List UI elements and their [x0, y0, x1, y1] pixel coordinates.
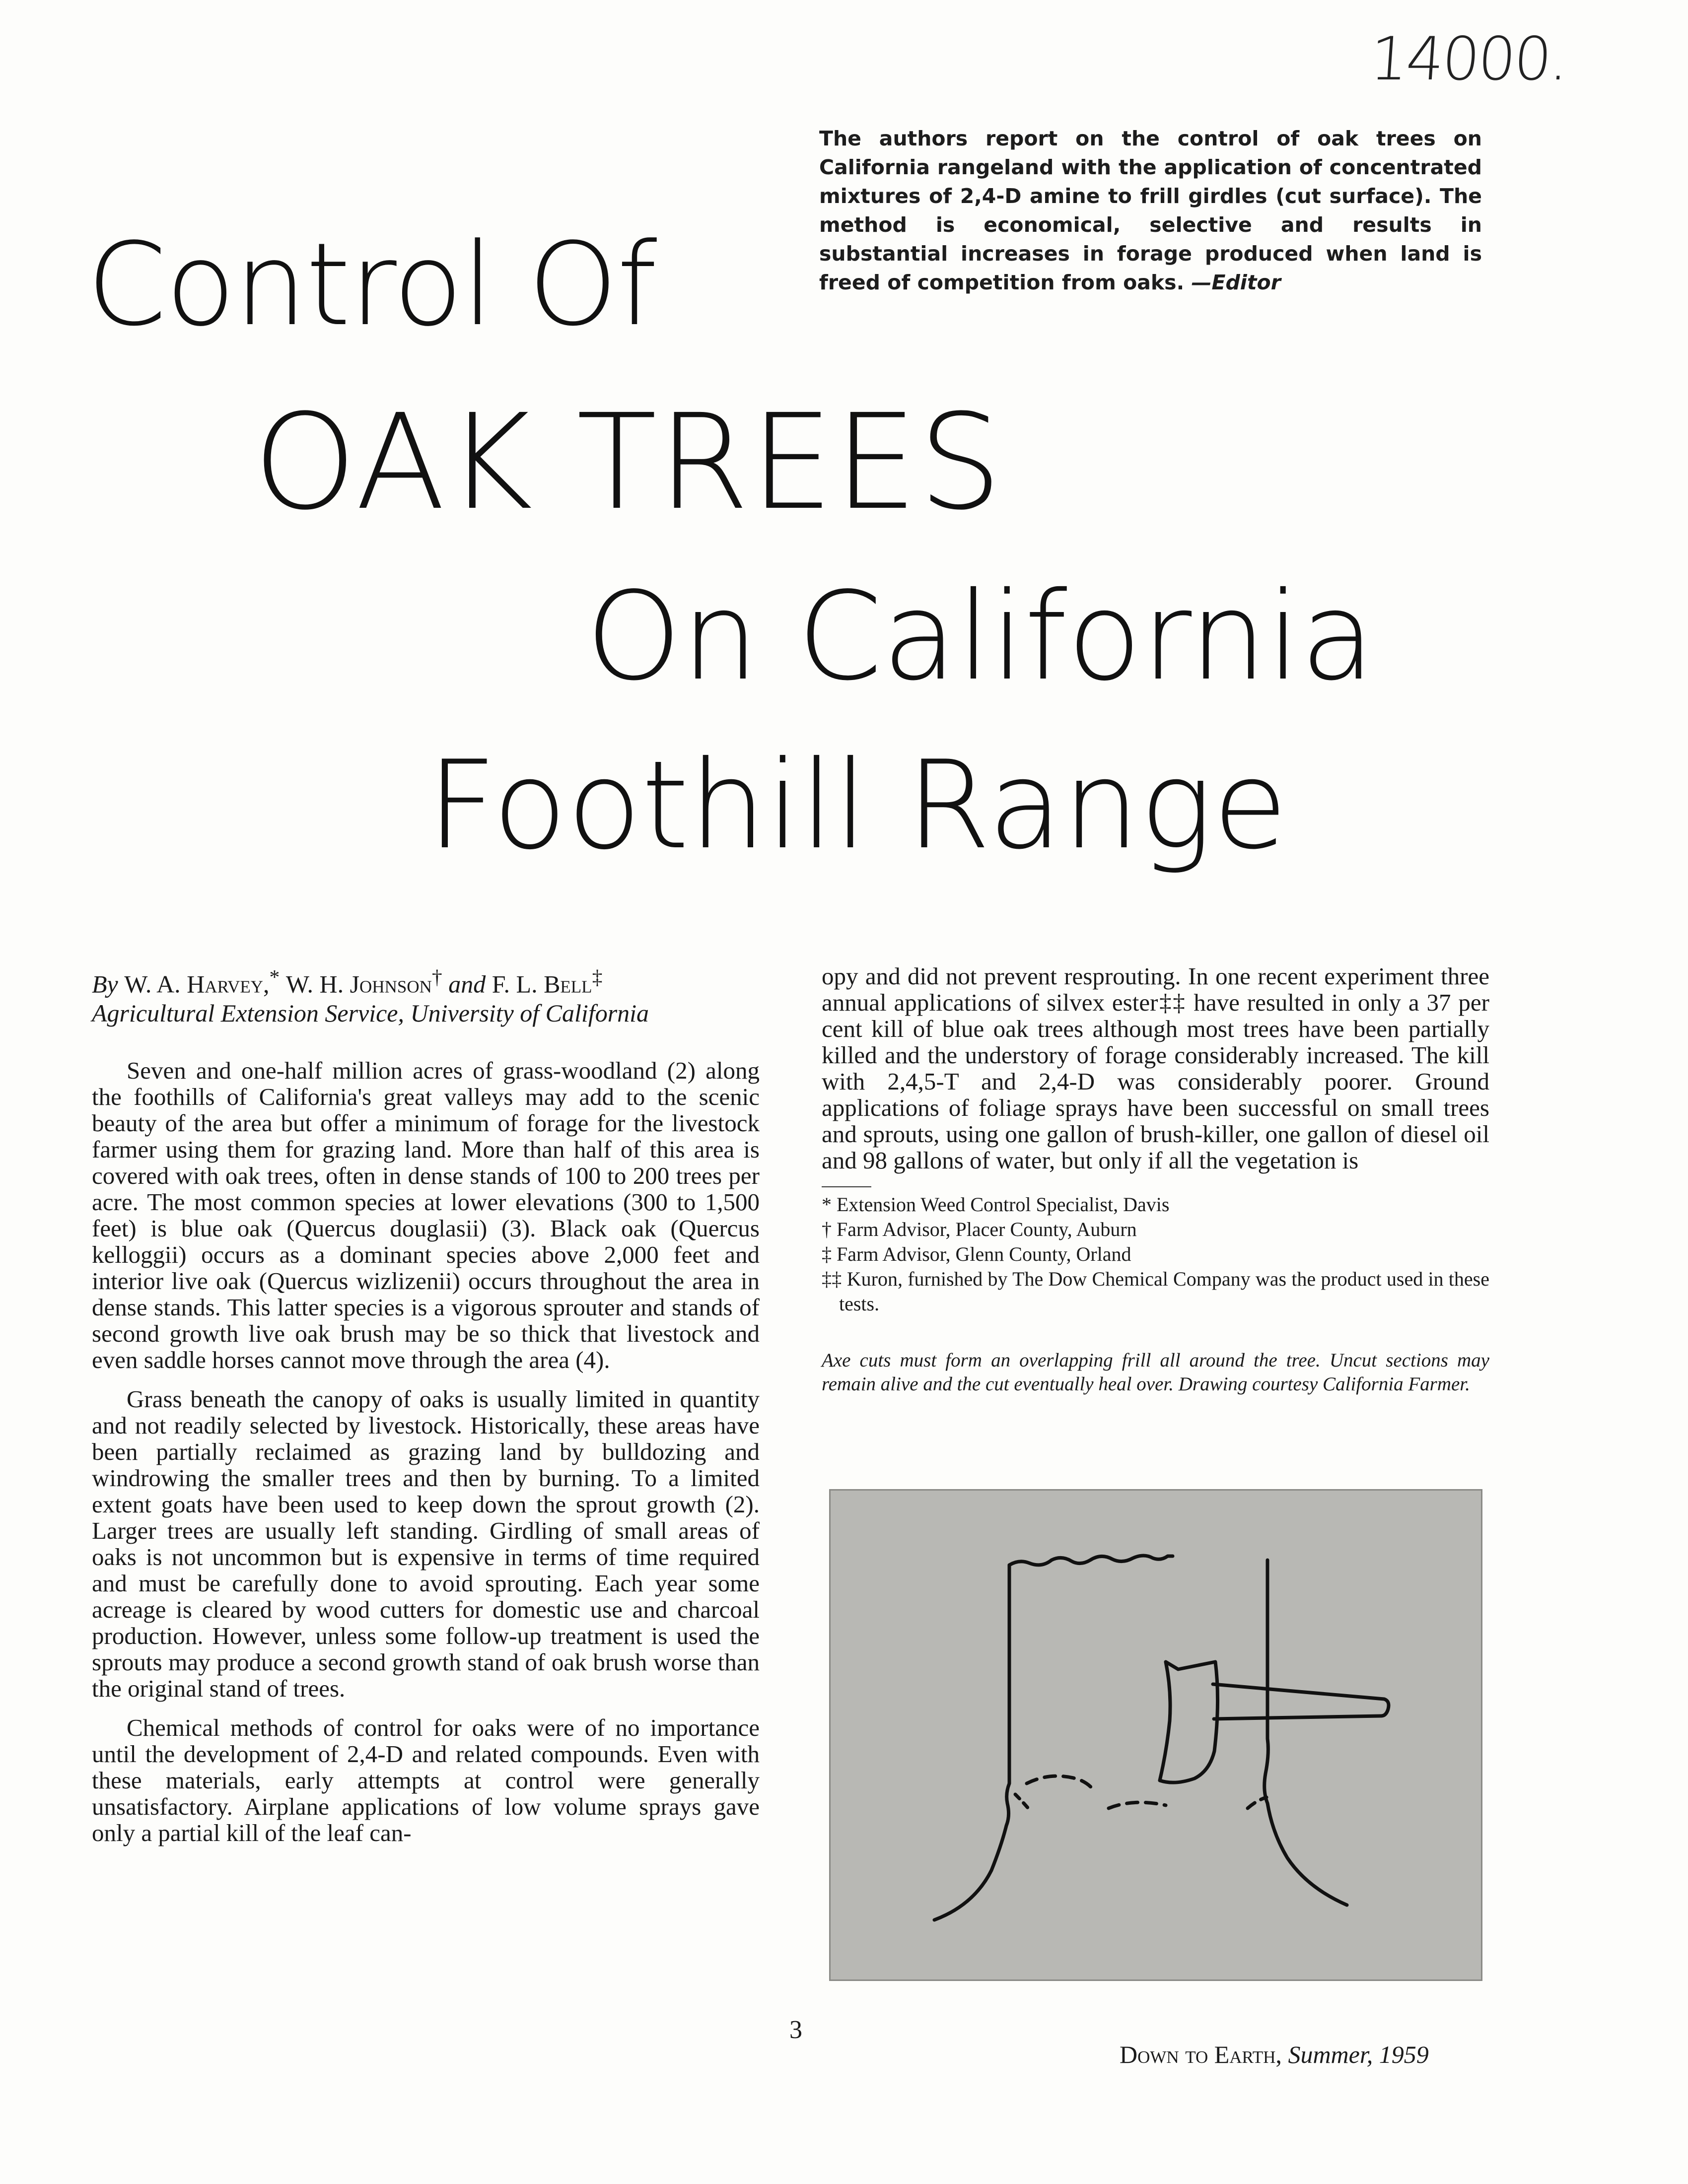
- editor-signature: —Editor: [1191, 271, 1281, 294]
- author-1: W. A. Harvey,: [124, 970, 270, 998]
- trunk-top-edge: [1009, 1556, 1173, 1565]
- author-2: W. H. Johnson: [285, 970, 432, 998]
- trunk-right-edge: [1265, 1560, 1347, 1905]
- footnote-4: ‡‡ Kuron, furnished by The Dow Chemical Company was the product used in these tests.: [822, 1268, 1489, 1315]
- page-number: 3: [789, 2016, 802, 2044]
- axe-head: [1160, 1662, 1218, 1782]
- editor-note-body: The authors report on the control of oak trees on California rangeland with the application of concentrated mixtures of 2,4-D amine to frill girdles (cut surface). The method is economical, selective and results in substantial increases in forage produced when land is freed of competition from oaks.: [819, 127, 1482, 294]
- left-column: [92, 963, 760, 1859]
- frill-cut-lower-left: [1015, 1794, 1028, 1808]
- editor-note: [819, 124, 1482, 297]
- title-line-2: OAK TREES: [253, 386, 1003, 539]
- affiliation: Agricultural Extension Service, University of California: [92, 999, 649, 1027]
- journal-name: Down to Earth,: [1120, 2041, 1282, 2068]
- byline-and: and: [448, 970, 486, 998]
- title-line-3: On California: [586, 566, 1375, 707]
- trunk-left-edge: [934, 1565, 1009, 1920]
- frill-cut-left: [1027, 1776, 1094, 1790]
- journal-issue: Summer, 1959: [1288, 2041, 1429, 2068]
- axe-handle: [1213, 1684, 1389, 1719]
- paragraph-2: Grass beneath the canopy of oaks is usually limited in quantity and not readily selected by livestock. Historically, these areas have been partially reclaimed as grazing land by bulldozing and windrowing the smaller trees and then by burning. To a limited extent goats have been used to keep down the sprout growth (2). Larger trees are usually left standing. Girdling of small areas of oaks is not uncommon but is expensive in terms of time required and must be carefully done to avoid sprouting. Each year some acreage is cleared by wood cutters for domestic use and charcoal production. However, unless some follow-up treatment is used the sprouts may produce a second growth stand of oak brush worse than the original stand of trees.: [92, 1385, 760, 1702]
- frill-cut-mid: [1109, 1802, 1166, 1808]
- author-1-mark: *: [269, 966, 280, 989]
- handwritten-note: 14000.: [1368, 25, 1569, 94]
- paragraph-3: Chemical methods of control for oaks were of no importance until the development of 2,4-D and related compounds. Even with these materials, early attempts at control were generally unsatisfactory. Airplane applications of low volume sprays gave only a partial kill of the leaf can-: [92, 1713, 760, 1846]
- author-3-mark: ‡: [592, 966, 603, 989]
- figure-caption: Axe cuts must form an overlapping frill all around the tree. Uncut sections may remain alive and the cut eventually heal over. Drawing courtesy California Farmer.: [822, 1350, 1489, 1395]
- footnote-rule: [822, 1186, 871, 1187]
- footnote-2: † Farm Advisor, Placer County, Auburn: [822, 1218, 1137, 1240]
- axe-frill-drawing: [829, 1489, 1482, 1981]
- right-column: [822, 963, 1489, 1396]
- running-foot: [1120, 2040, 1429, 2069]
- paragraph-3-continued: opy and did not prevent resprouting. In one recent experiment three annual applications of silvex ester‡‡ have resulted in only a 37 per cent kill of blue oak trees although most trees have been partially killed and the understory of forage considerably increased. The kill with 2,4,5-T and 2,4-D was considerably poorer. Ground applications of foliage sprays have been successful on small trees and sprouts, using one gallon of brush-killer, one gallon of diesel oil and 98 gallons of water, but only if all the vegetation is: [822, 962, 1489, 1174]
- byline-by: By: [92, 970, 118, 998]
- title-line-1: Control Of: [87, 219, 656, 351]
- frill-cut-right: [1248, 1797, 1266, 1808]
- author-2-mark: †: [431, 966, 442, 989]
- tree-axe-illustration: [831, 1491, 1481, 1979]
- title-line-4: Foothill Range: [427, 735, 1288, 876]
- paragraph-1: Seven and one-half million acres of grass-woodland (2) along the foothills of California's great valleys may add to the scenic beauty of the area but offer a minimum of forage for the livestock farmer using them for grazing land. More than half of this area is covered with oak trees, often in dense stands of 100 to 200 trees per acre. The most common species at lower elevations (300 to 1,500 feet) is blue oak (Quercus douglasii) (3). Black oak (Quercus kelloggii) occurs as a dominant species above 2,000 feet and interior live oak (Quercus wizlizenii) occurs throughout the area in dense stands. This latter species is a vigorous sprouter and stands of second growth live oak brush may be so thick that livestock and even saddle horses cannot move through the area (4).: [92, 1056, 760, 1373]
- footnote-1: * Extension Weed Control Specialist, Davis: [822, 1193, 1170, 1216]
- byline: [92, 963, 760, 999]
- footnote-3: ‡ Farm Advisor, Glenn County, Orland: [822, 1243, 1131, 1265]
- author-3: F. L. Bell: [492, 970, 592, 998]
